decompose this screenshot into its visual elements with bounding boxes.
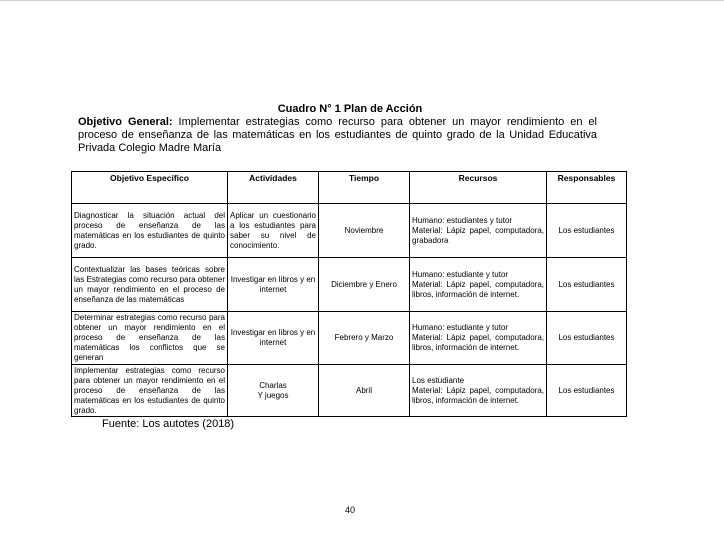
table-row (72, 312, 627, 365)
table-row (72, 204, 627, 258)
recursos-humano: Humano: estudiante y tutor (412, 269, 509, 279)
cell-recursos (410, 258, 547, 312)
table-row (72, 258, 627, 312)
table-caption: Cuadro N° 1 Plan de Acción (277, 103, 423, 115)
cell-tiempo: Abril (319, 365, 410, 417)
header-tiempo: Tiempo (319, 172, 410, 204)
recursos-humano: Humano: estudiantes y tutor (412, 215, 513, 225)
table-source: Fuente: Los autotes (2018) (102, 418, 235, 430)
cell-recursos (410, 204, 547, 258)
cell-responsables: Los estudiantes (547, 365, 627, 417)
recursos-material: Material: Lápiz papel, computadora, libros, información de internet. (412, 279, 544, 299)
cell-objetivo: Contextualizar las bases teóricas sobre las Estrategias como recurso para obtener un mayor rendimiento en el proceso de enseñanza de las matemáticas (72, 258, 228, 312)
recursos-material: Material: Lápiz papel, computadora, grabadora (412, 225, 544, 245)
cell-actividades (228, 365, 319, 417)
header-recursos: Recursos (410, 172, 547, 204)
general-objective (78, 116, 597, 155)
recursos-humano: Los estudiante (412, 375, 465, 385)
cell-actividades: Investigar en libros y en internet (228, 258, 319, 312)
header-objetivo: Objetivo Específico (72, 172, 228, 204)
cell-recursos (410, 312, 547, 365)
cell-recursos (410, 365, 547, 417)
recursos-material: Material: Lápiz papel, computadora, libros, información de internet. (412, 385, 544, 405)
table-header-row (72, 172, 627, 204)
cell-responsables: Los estudiantes (547, 258, 627, 312)
cell-actividades: Investigar en libros y en internet (228, 312, 319, 365)
cell-objetivo: Determinar estrategias como recurso para obtener un mayor rendimiento en el proceso de enseñanza de las matemáticas los conflictos que se generan (72, 312, 228, 365)
cell-objetivo: Implementar estrategias como recurso para obtener un mayor rendimiento en el proceso de enseñanza de las matemáticas en los estudiantes de quinto grado. (72, 365, 228, 417)
cell-tiempo: Noviembre (319, 204, 410, 258)
cell-tiempo: Febrero y Marzo (319, 312, 410, 365)
top-rule (0, 0, 724, 1)
actividades-line-1: Charlas (259, 380, 287, 390)
cell-responsables: Los estudiantes (547, 204, 627, 258)
header-responsables: Responsables (547, 172, 627, 204)
general-objective-text: Implementar estrategias como recurso para obtener un mayor rendimiento en el proceso de enseñanza de las matemáticas en los estudiantes de quinto grado de la Unidad Educativa Privada Colegio Madre María (78, 116, 597, 154)
general-objective-label: Objetivo General: (78, 116, 173, 128)
actividades-line-2: Y juegos (257, 390, 289, 400)
cell-actividades: Aplicar un cuestionario a los estudiantes para saber su nivel de conocimiento. (228, 204, 319, 258)
cell-responsables: Los estudiantes (547, 312, 627, 365)
cell-objetivo: Diagnosticar la situación actual del proceso de enseñanza de las matemáticas en los estudiantes de quinto grado. (72, 204, 228, 258)
cell-tiempo: Diciembre y Enero (319, 258, 410, 312)
recursos-humano: Humano: estudiante y tutor (412, 323, 509, 332)
header-actividades: Actividades (228, 172, 319, 204)
action-plan-table (71, 171, 627, 417)
page-number: 40 (344, 505, 355, 515)
recursos-material: Material: Lápiz papel, computadora, libros, información de internet. (412, 333, 544, 352)
table-row (72, 365, 627, 417)
